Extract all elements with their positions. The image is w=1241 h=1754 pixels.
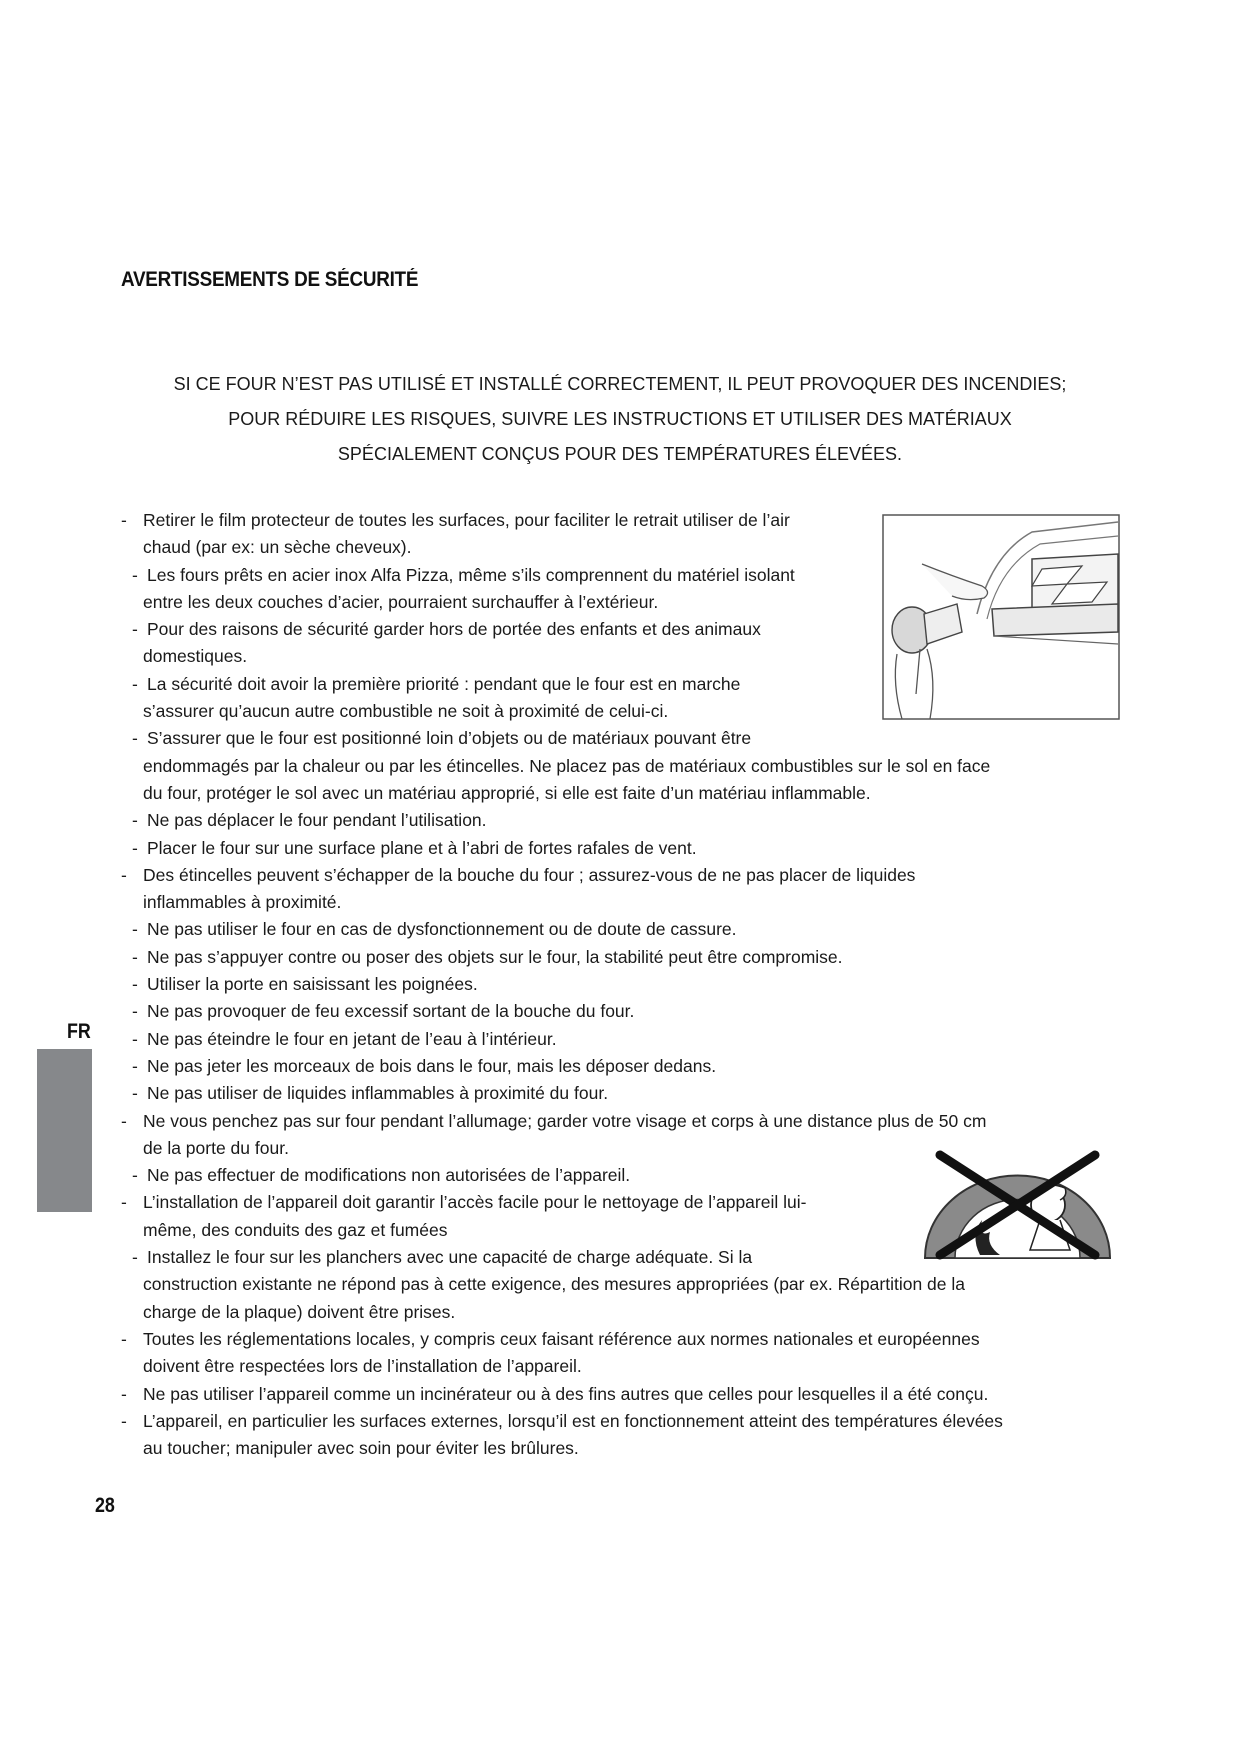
list-item: - L’appareil, en particulier les surfaces externes, lorsqu’il est en fonctionnement atteint des températures élevées [121,1410,1003,1431]
page-number: 28 [95,1494,115,1517]
list-item: - La sécurité doit avoir la première priorité : pendant que le four est en marche [132,673,741,694]
list-item: - Installez le four sur les planchers avec une capacité de charge adéquate. Si la [132,1247,753,1268]
list-item-continuation: entre les deux couches d’acier, pourraient surchauffer à l’extérieur. [143,591,659,612]
list-item-continuation: doivent être respectées lors de l’installation de l’appareil. [143,1356,582,1377]
list-item-continuation: chaud (par ex: un sèche cheveux). [143,537,412,558]
language-tab-bar [37,1049,92,1212]
list-item-continuation: du four, protéger le sol avec un matériau approprié, si elle est faite d’un matériau inflammable. [143,782,871,803]
list-item-continuation: même, des conduits des gaz et fumées [143,1219,448,1240]
list-item-continuation: inflammables à proximité. [143,892,342,913]
warning-block [120,367,1120,472]
list-item: - Des étincelles peuvent s’échapper de la bouche du four ; assurez-vous de ne pas placer de liquides [121,864,916,885]
list-item: - Ne pas déplacer le four pendant l’utilisation. [132,810,487,831]
list-item-continuation: de la porte du four. [143,1137,289,1158]
list-item: - S’assurer que le four est positionné loin d’objets ou de matériaux pouvant être [132,728,752,749]
list-item-continuation: charge de la plaque) doivent être prises. [143,1301,456,1322]
list-item-continuation: domestiques. [143,646,248,667]
list-item: - Retirer le film protecteur de toutes les surfaces, pour faciliter le retrait utiliser de l’air [121,510,790,530]
list-item: - Utiliser la porte en saisissant les poignées. [132,974,478,995]
list-item-continuation: au toucher; manipuler avec soin pour éviter les brûlures. [143,1438,579,1459]
list-item: - Placer le four sur une surface plane et à l’abri de fortes rafales de vent. [132,837,697,858]
list-item: - Les fours prêts en acier inox Alfa Pizza, même s’ils comprennent du matériel isolant [132,564,795,585]
list-item-continuation: construction existante ne répond pas à cette exigence, des mesures appropriées (par ex. Répartition de la [143,1274,966,1295]
list-item: - Ne pas utiliser le four en cas de dysfonctionnement ou de doute de cassure. [132,919,737,940]
list-item-continuation: s’assurer qu’aucun autre combustible ne soit à proximité de celui-ci. [143,701,669,722]
list-item: - Ne pas effectuer de modifications non autorisées de l’appareil. [132,1165,631,1186]
list-item: - Ne vous penchez pas sur four pendant l’allumage; garder votre visage et corps à une distance plus de 50 cm [121,1110,987,1131]
warning-line: POUR RÉDUIRE LES RISQUES, SUIVRE LES INSTRUCTIONS ET UTILISER DES MATÉRIAUX [228,409,1012,429]
list-item: - Ne pas éteindre le four en jetant de l’eau à l’intérieur. [132,1028,557,1049]
list-item: - Ne pas jeter les morceaux de bois dans le four, mais les déposer dedans. [132,1055,717,1076]
list-item: - Pour des raisons de sécurité garder hors de portée des enfants et des animaux [132,619,761,640]
list-item: - Ne pas s’appuyer contre ou poser des objets sur le four, la stabilité peut être compromise. [132,946,843,967]
list-item: - L’installation de l’appareil doit garantir l’accès facile pour le nettoyage de l’appareil lui- [121,1192,807,1213]
language-tab-label: FR [67,1020,91,1043]
list-item: - Ne pas utiliser l’appareil comme un incinérateur ou à des fins autres que celles pour lesquelles il a été conçu. [121,1383,989,1404]
list-item: - Toutes les réglementations locales, y compris ceux faisant référence aux normes nationales et européennes [121,1328,980,1349]
list-item: - Ne pas provoquer de feu excessif sortant de la bouche du four. [132,1001,635,1022]
hair-dryer-illustration [882,514,1120,720]
page-title: AVERTISSEMENTS DE SÉCURITÉ [121,268,419,291]
warning-line: SI CE FOUR N’EST PAS UTILISÉ ET INSTALLÉ CORRECTEMENT, IL PEUT PROVOQUER DES INCENDIES; [173,374,1067,394]
list-item: - Ne pas utiliser de liquides inflammables à proximité du four. [132,1083,609,1104]
no-leaning-over-oven-icon [920,1150,1115,1260]
list-item-continuation: endommagés par la chaleur ou par les étincelles. Ne placez pas de matériaux combustibles sur le sol en face [143,755,991,776]
warning-line: SPÉCIALEMENT CONÇUS POUR DES TEMPÉRATURES ÉLEVÉES. [337,444,903,464]
